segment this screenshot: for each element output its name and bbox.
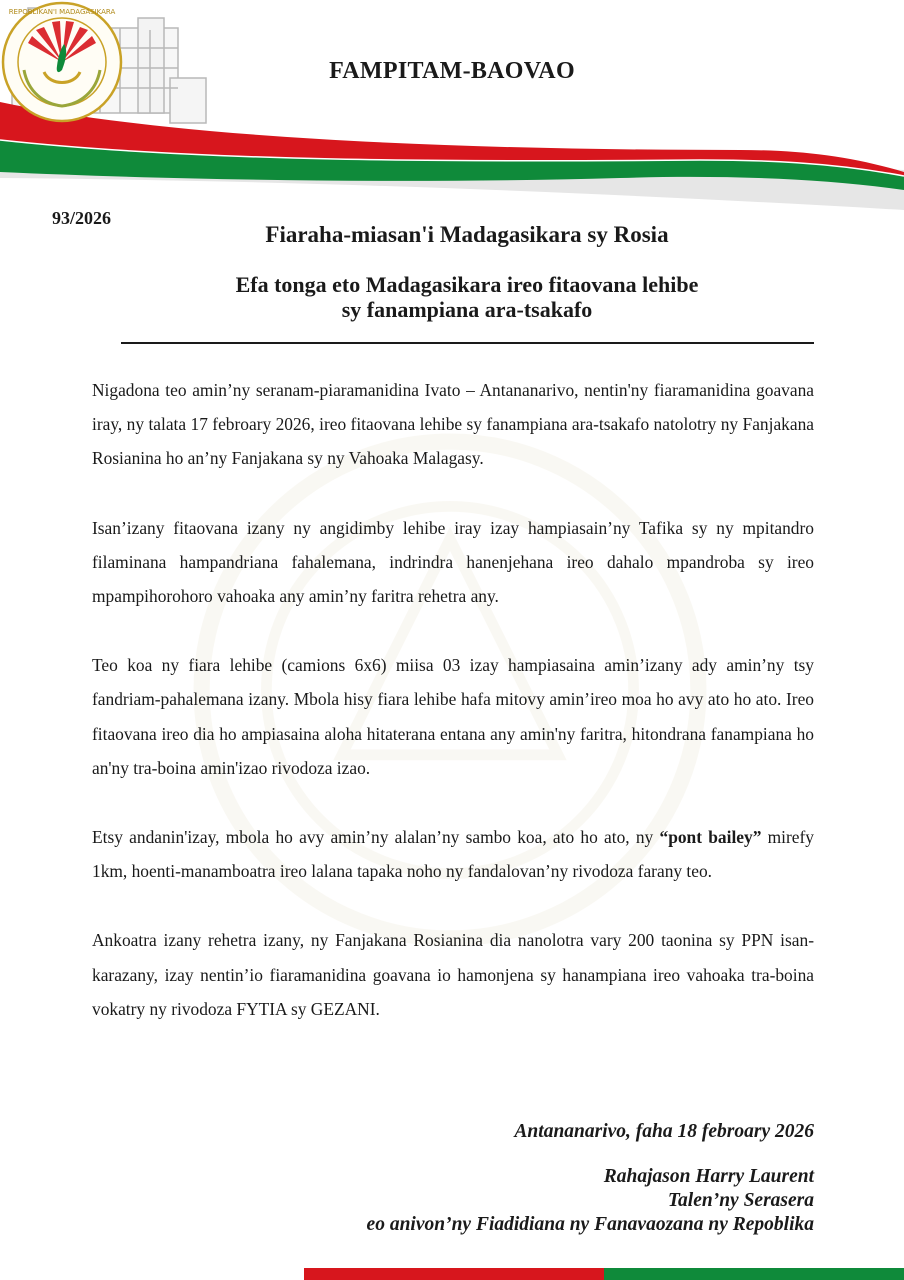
- document-subtitle: [120, 272, 814, 322]
- paragraph-1: Nigadona teo amin’ny seranam-piaramanidina Ivato – Antananarivo, nentin'ny fiaramanidina goavana iray, ny talata 17 febroary 2026, ireo fitaovana lehibe sy fanampiana ara-tsakafo natolotry ny Fanjakana Rosianina ho an’ny Fanjakana sy ny Vahoaka Malagasy.: [92, 380, 814, 469]
- paragraph-5: Ankoatra izany rehetra izany, ny Fanjakana Rosianina dia nanolotra vary 200 taonina sy PPN isan-karazany, izay nentin’io fiaramanidina goavana io hamonjena sy hanampiana ireo vahoaka tra-boina vokatry ny rivodoza FYTIA sy GEZANI.: [92, 930, 814, 1019]
- republic-seal-icon: [0, 0, 124, 124]
- reference-number: 93/2026: [52, 208, 112, 228]
- signatory-office: eo anivon’ny Fiadidiana ny Fanavaozana ny Repoblika: [366, 1214, 814, 1235]
- signatory-name: Rahajason Harry Laurent: [603, 1166, 814, 1187]
- signatory-role: Talen’ny Serasera: [667, 1190, 814, 1211]
- paragraph-4: [92, 820, 814, 888]
- paragraph-4-bold: “pont bailey”: [659, 827, 762, 848]
- letterhead-graphic: [0, 0, 904, 215]
- paragraph-4-text-b: mirefy 1km, hoenti-manamboatra ireo lalana tapaka noho ny fandalovan’ny rivodoza farany teo.: [92, 827, 815, 882]
- footer-stripe: [304, 1268, 904, 1280]
- title-divider: [121, 342, 814, 344]
- letterhead: [0, 0, 904, 215]
- document-title: Fiaraha-miasan'i Madagasikara sy Rosia: [265, 222, 669, 247]
- signature-block: [367, 1121, 814, 1237]
- paragraph-3: Teo koa ny fiara lehibe (camions 6x6) miisa 03 izay hampiasaina amin’izany ady amin’ny tsy fandriam-pahalemana izany. Mbola hisy fiara lehibe hafa mitovy amin’ireo moa ho avy ato ho ato. Ireo fitaovana ireo dia ho ampiasaina aloha hitaterana entana any amin'ny faritra, hitondrana fanampiana ho an'ny tra-boina amin'izao rivodoza izao.: [92, 655, 814, 778]
- paragraph-4-text-a: Etsy andanin'izay, mbola ho avy amin’ny alalan’ny sambo koa, ato ho ato, ny: [92, 827, 660, 848]
- subtitle-line-1: Efa tonga eto Madagasikara ireo fitaovana lehibe: [235, 272, 699, 297]
- document-body: [92, 373, 814, 1061]
- paragraph-2: Isan’izany fitaovana izany ny angidimby lehibe iray izay hampiasain’ny Tafika sy ny mpitandro filaminana hampandriana fahalemana, indrindra hanenjehana ireo dahalo mpandroba sy ireo mpampihorohoro vahoaka any amin’ny faritra rehetra any.: [92, 517, 814, 607]
- seal-text: REPOBLIKAN'I MADAGASIKARA: [8, 8, 116, 16]
- place-and-date: Antananarivo, faha 18 febroary 2026: [514, 1121, 814, 1142]
- letterhead-title: FAMPITAM-BAOVAO: [329, 58, 575, 84]
- subtitle-line-2: sy fanampiana ara-tsakafo: [341, 297, 593, 322]
